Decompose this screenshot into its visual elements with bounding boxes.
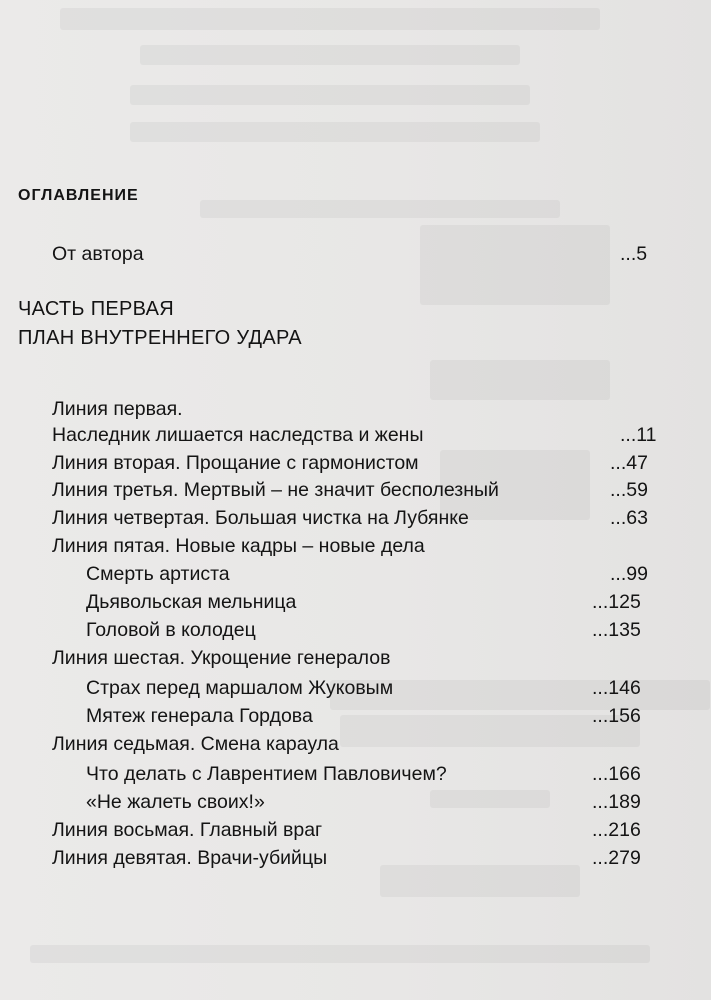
toc-entry-page: ...47 bbox=[610, 452, 648, 474]
toc-entry-page: ...63 bbox=[610, 507, 648, 529]
toc-entry-title: Смерть артиста bbox=[86, 563, 230, 585]
toc-entry-page: ...125 bbox=[592, 591, 641, 613]
toc-entry-title: Линия девятая. Врачи-убийцы bbox=[52, 847, 328, 869]
toc-entry-page: ...166 bbox=[592, 763, 641, 785]
toc-entry-title: Наследник лишается наследства и жены bbox=[52, 424, 424, 446]
part-label: ЧАСТЬ ПЕРВАЯ bbox=[18, 298, 175, 320]
toc-entry-page: ...11 bbox=[620, 424, 657, 446]
toc-subentry bbox=[86, 676, 641, 700]
toc-entry-author bbox=[52, 242, 648, 266]
toc-entry-title: Линия вторая. Прощание с гармонистом bbox=[52, 452, 419, 474]
toc-entry-title: Линия четвертая. Большая чистка на Лубянке bbox=[52, 507, 469, 529]
toc-subentry bbox=[86, 762, 641, 786]
toc-entry-title: Страх перед маршалом Жуковым bbox=[86, 677, 394, 699]
toc-entry-page: ...146 bbox=[592, 677, 641, 699]
toc-entry bbox=[52, 397, 183, 421]
toc-entry-title: Линия шестая. Укрощение генералов bbox=[52, 647, 391, 669]
toc-subentry bbox=[86, 562, 648, 586]
toc-entry-page: ...5 bbox=[620, 243, 648, 265]
toc-entry bbox=[52, 506, 648, 530]
toc-entry bbox=[52, 846, 641, 870]
toc-entry bbox=[52, 818, 641, 842]
toc-entry-page: ...216 bbox=[592, 819, 641, 841]
toc-entry-title: Линия седьмая. Смена караула bbox=[52, 733, 339, 755]
toc-subentry bbox=[86, 618, 641, 642]
toc-entry-title: Мятеж генерала Гордова bbox=[86, 705, 313, 727]
toc-entry bbox=[52, 732, 339, 756]
toc-entry-title: Дьявольская мельница bbox=[86, 591, 297, 613]
part-title: ПЛАН ВНУТРЕННЕГО УДАРА bbox=[18, 327, 302, 349]
toc-entry-title: Линия восьмая. Главный враг bbox=[52, 819, 323, 841]
toc-subentry bbox=[86, 590, 641, 614]
toc-entry-page: ...156 bbox=[592, 705, 641, 727]
toc-subentry bbox=[86, 790, 641, 814]
toc-entry-title: Головой в колодец bbox=[86, 619, 256, 641]
toc-entry-title: Что делать с Лаврентием Павловичем? bbox=[86, 763, 447, 785]
toc-entry-title: От автора bbox=[52, 243, 144, 265]
toc-entry-page: ...279 bbox=[592, 847, 641, 869]
toc-entry-title: «Не жалеть своих!» bbox=[86, 791, 265, 813]
toc-entry-title: Линия третья. Мертвый – не значит бесполезный bbox=[52, 479, 499, 501]
toc-entry-title: Линия первая. bbox=[52, 398, 183, 420]
toc-entry-page: ...135 bbox=[592, 619, 641, 641]
toc-entry bbox=[52, 423, 657, 447]
toc-subentry bbox=[86, 704, 641, 728]
toc-entry bbox=[52, 451, 648, 475]
toc-entry bbox=[52, 534, 425, 558]
toc-entry bbox=[52, 478, 648, 502]
toc-entry-page: ...189 bbox=[592, 791, 641, 813]
toc-entry-title: Линия пятая. Новые кадры – новые дела bbox=[52, 535, 425, 557]
toc-heading: ОГЛАВЛЕНИЕ bbox=[18, 187, 139, 204]
toc-entry bbox=[52, 646, 390, 670]
toc-entry-page: ...99 bbox=[610, 563, 648, 585]
toc-entry-page: ...59 bbox=[610, 479, 648, 501]
